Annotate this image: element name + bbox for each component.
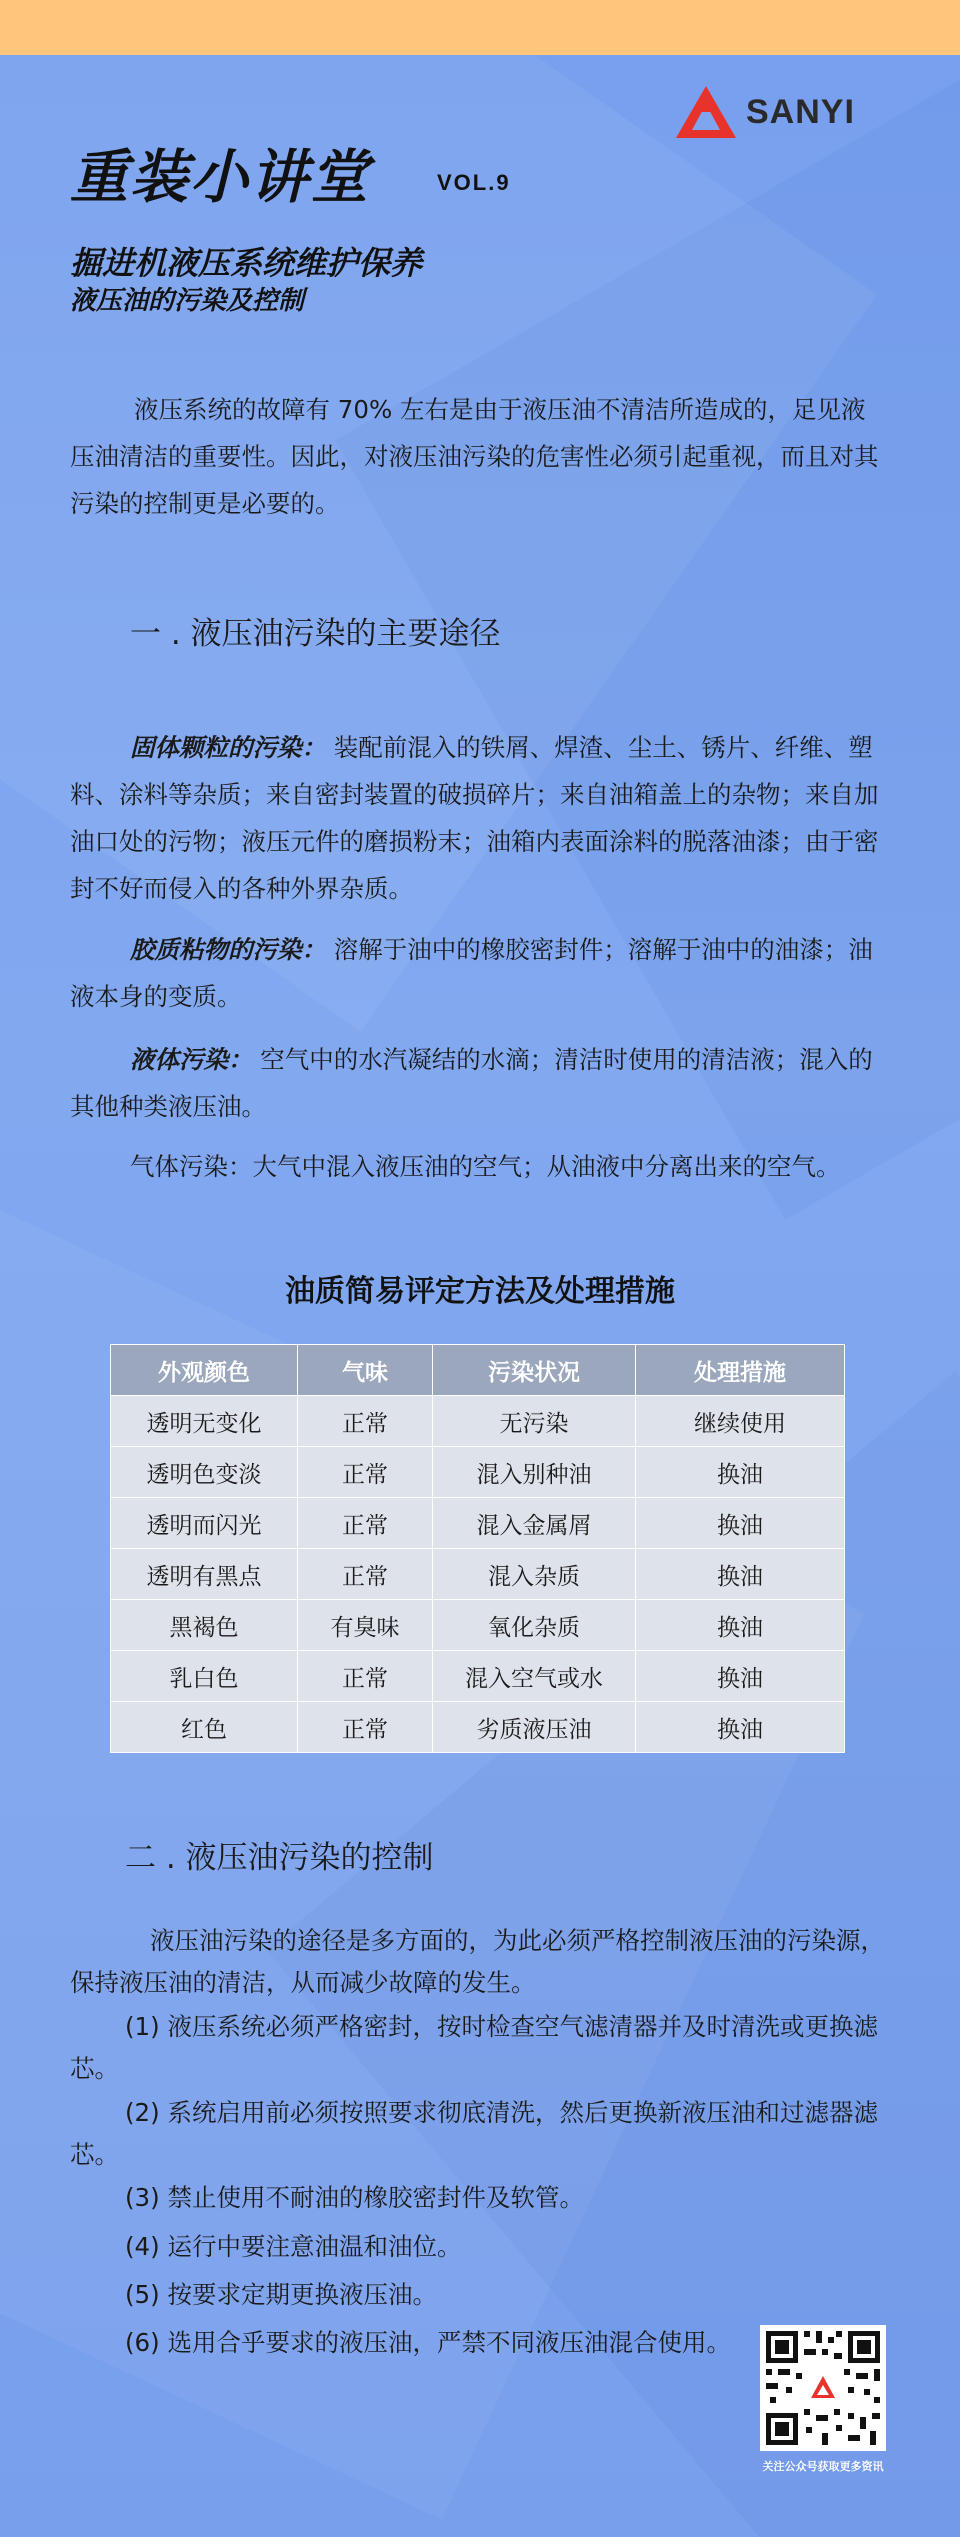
column-header: 污染状况 [433, 1345, 636, 1396]
table-cell: 正常 [298, 1396, 433, 1447]
item-lead: 气体污染： [130, 1152, 253, 1181]
table-cell: 黑褐色 [111, 1600, 298, 1651]
item-lead: 固体颗粒的污染： [130, 733, 326, 762]
table-row [111, 1498, 845, 1549]
table-cell: 劣质液压油 [433, 1702, 636, 1753]
control-item: (1) 液压系统必须严格密封，按时检查空气滤清器并及时清洗或更换滤芯。 [70, 2012, 878, 2083]
table-cell: 换油 [636, 1549, 845, 1600]
table-cell: 混入空气或水 [433, 1651, 636, 1702]
table-cell: 透明而闪光 [111, 1498, 298, 1549]
table-cell: 氧化杂质 [433, 1600, 636, 1651]
table-cell: 正常 [298, 1498, 433, 1549]
table-cell: 正常 [298, 1549, 433, 1600]
table-cell: 换油 [636, 1702, 845, 1753]
item-text: 装配前混入的铁屑、焊渣、尘土、锈片、纤维、塑料、涂料等杂质；来自密封装置的破损碎片；来自油箱盖上的杂物；来自加油口处的污物；液压元件的磨损粉末；油箱内表面涂料的脱落油漆；由于密封不好而侵入的各种外界杂质。 [70, 733, 879, 903]
pollution-source-gas [70, 1143, 890, 1190]
table-cell: 无污染 [433, 1396, 636, 1447]
item-text: 溶解于油中的橡胶密封件；溶解于油中的油漆；油液本身的变质。 [70, 935, 873, 1011]
table-cell: 正常 [298, 1447, 433, 1498]
table-cell: 透明有黑点 [111, 1549, 298, 1600]
item-text: 大气中混入液压油的空气；从油液中分离出来的空气。 [252, 1152, 841, 1181]
logo-text: SANYI [746, 92, 855, 131]
table-cell: 混入别种油 [433, 1447, 636, 1498]
table-cell: 换油 [636, 1447, 845, 1498]
item-text: 空气中的水汽凝结的水滴；清洁时使用的清洁液；混入的其他种类液压油。 [70, 1045, 873, 1121]
item-lead: 液体污染： [130, 1045, 253, 1074]
table-header-row [111, 1345, 845, 1396]
table-row [111, 1651, 845, 1702]
section2-heading: 二 . 液压油污染的控制 [125, 1840, 434, 1876]
control-intro: 液压油污染的途径是多方面的，为此必须严格控制液压油的污染源，保持液压油的清洁，从而减少故障的发生。 [70, 1926, 885, 1997]
pollution-source-liquid [70, 1036, 890, 1130]
sanyi-logo-icon [674, 84, 738, 140]
section1-heading: 一 . 液压油污染的主要途径 [130, 616, 501, 652]
oil-assessment-table [110, 1344, 845, 1753]
top-banner [0, 0, 960, 55]
column-header: 外观颜色 [111, 1345, 298, 1396]
qr-code-icon[interactable] [760, 2325, 886, 2451]
volume-label: VOL.9 [437, 170, 511, 195]
control-item: (4) 运行中要注意油温和油位。 [125, 2232, 462, 2261]
table-row [111, 1396, 845, 1447]
table-row [111, 1702, 845, 1753]
table-title: 油质简易评定方法及处理措施 [285, 1274, 675, 1309]
control-item: (3) 禁止使用不耐油的橡胶密封件及软管。 [125, 2183, 584, 2212]
table-cell: 换油 [636, 1651, 845, 1702]
table-cell: 透明无变化 [111, 1396, 298, 1447]
table-cell: 乳白色 [111, 1651, 298, 1702]
table-cell: 正常 [298, 1702, 433, 1753]
table-cell: 正常 [298, 1651, 433, 1702]
table-cell: 混入杂质 [433, 1549, 636, 1600]
pollution-source-solid [70, 724, 890, 912]
intro-paragraph: 液压系统的故障有 70% 左右是由于液压油不清洁所造成的，足见液压油清洁的重要性。因此，对液压油污染的危害性必须引起重视，而且对其污染的控制更是必要的。 [70, 395, 879, 518]
page-title: 重装小讲堂 [70, 143, 371, 211]
table-cell: 继续使用 [636, 1396, 845, 1447]
pollution-source-colloid [70, 926, 890, 1020]
table-cell: 红色 [111, 1702, 298, 1753]
subtitle-main: 掘进机液压系统维护保养 [70, 244, 423, 282]
qr-caption: 关注公众号获取更多资讯 [762, 2460, 884, 2473]
column-header: 气味 [298, 1345, 433, 1396]
column-header: 处理措施 [636, 1345, 845, 1396]
table-cell: 混入金属屑 [433, 1498, 636, 1549]
table-row [111, 1600, 845, 1651]
control-item: (2) 系统启用前必须按照要求彻底清洗，然后更换新液压油和过滤器滤芯。 [70, 2098, 878, 2169]
control-item: (5) 按要求定期更换液压油。 [125, 2280, 437, 2309]
table-row [111, 1447, 845, 1498]
item-lead: 胶质粘物的污染： [130, 935, 326, 964]
subtitle-secondary: 液压油的污染及控制 [70, 286, 305, 316]
table-row [111, 1549, 845, 1600]
control-item: (6) 选用合乎要求的液压油，严禁不同液压油混合使用。 [125, 2328, 731, 2357]
brand-logo [674, 84, 855, 140]
table-cell: 有臭味 [298, 1600, 433, 1651]
table-cell: 透明色变淡 [111, 1447, 298, 1498]
table-cell: 换油 [636, 1498, 845, 1549]
table-cell: 换油 [636, 1600, 845, 1651]
